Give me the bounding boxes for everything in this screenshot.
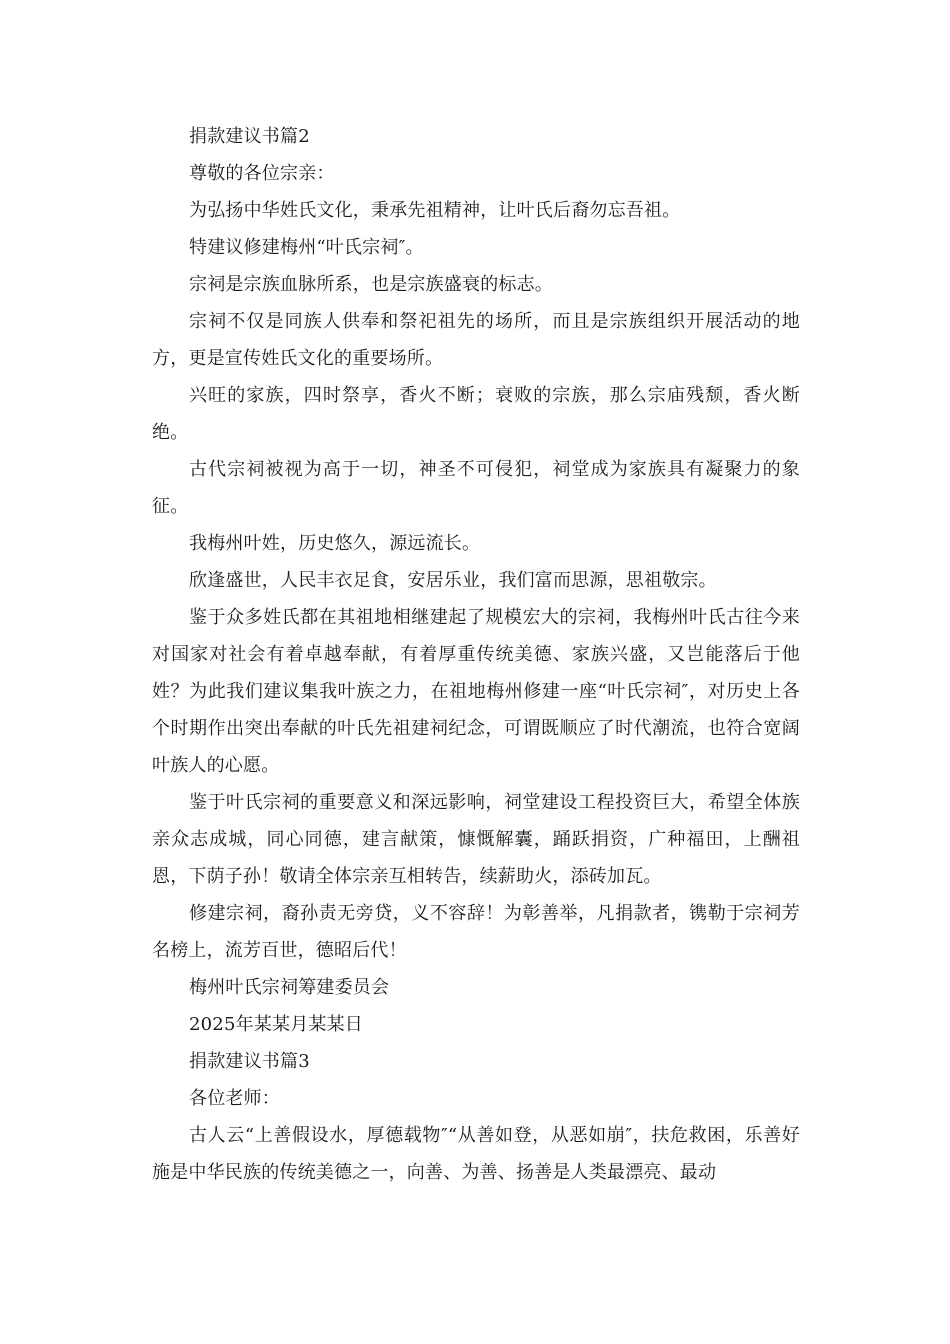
- paragraph: 修建宗祠，裔孙责无旁贷，义不容辞！为彰善举，凡捐款者，镌勒于宗祠芳名榜上，流芳百世，德昭后代！: [152, 903, 800, 961]
- paragraph: 古代宗祠被视为高于一切，神圣不可侵犯，祠堂成为家族具有凝聚力的象征。: [152, 459, 800, 517]
- salutation: 各位老师：: [189, 1088, 280, 1109]
- paragraph: 宗祠不仅是同族人供奉和祭祀祖先的场所，而且是宗族组织开展活动的地方，更是宣传姓氏文化的重要场所。: [152, 311, 800, 369]
- paragraph: 欣逢盛世，人民丰衣足食，安居乐业，我们富而思源，思祖敬宗。: [189, 570, 717, 591]
- paragraph: 特建议修建梅州“叶氏宗祠″。: [189, 237, 424, 258]
- paragraph: 鉴于众多姓氏都在其祖地相继建起了规模宏大的宗祠，我梅州叶氏古往今来对国家对社会有着卓越奉献，有着厚重传统美德、家族兴盛，又岂能落后于他姓？为此我们建议集我叶族之力，在祖地梅州修建一座“叶氏宗祠″，对历史上各个时期作出突出奉献的叶氏先祖建祠纪念，可谓既顺应了时代潮流，也符合宽阔叶族人的心愿。: [152, 607, 800, 776]
- document-page: [152, 118, 800, 1191]
- salutation: 尊敬的各位宗亲：: [189, 163, 335, 184]
- section-title-3: 捐款建议书篇3: [189, 1051, 310, 1072]
- paragraph: 古人云“上善假设水，厚德载物″“从善如登，从恶如崩″，扶危救困，乐善好施是中华民族的传统美德之一，向善、为善、扬善是人类最漂亮、最动: [152, 1125, 800, 1183]
- signature-committee: 梅州叶氏宗祠筹建委员会: [189, 977, 390, 998]
- paragraph: 兴旺的家族，四时祭享，香火不断；衰败的宗族，那么宗庙残颓，香火断绝。: [152, 385, 800, 443]
- paragraph: 为弘扬中华姓氏文化，秉承先祖精神，让叶氏后裔勿忘吾祖。: [189, 200, 681, 221]
- paragraph: 鉴于叶氏宗祠的重要意义和深远影响，祠堂建设工程投资巨大，希望全体族亲众志成城，同心同德，建言献策，慷慨解囊，踊跃捐资，广种福田，上酬祖恩，下荫子孙！敬请全体宗亲互相转告，续薪助火，添砖加瓦。: [152, 792, 800, 887]
- section-title-2: 捐款建议书篇2: [189, 126, 310, 147]
- signature-date: 2025年某某月某某日: [189, 1014, 364, 1035]
- paragraph: 我梅州叶姓，历史悠久，源远流长。: [189, 533, 481, 554]
- paragraph: 宗祠是宗族血脉所系，也是宗族盛衰的标志。: [189, 274, 553, 295]
